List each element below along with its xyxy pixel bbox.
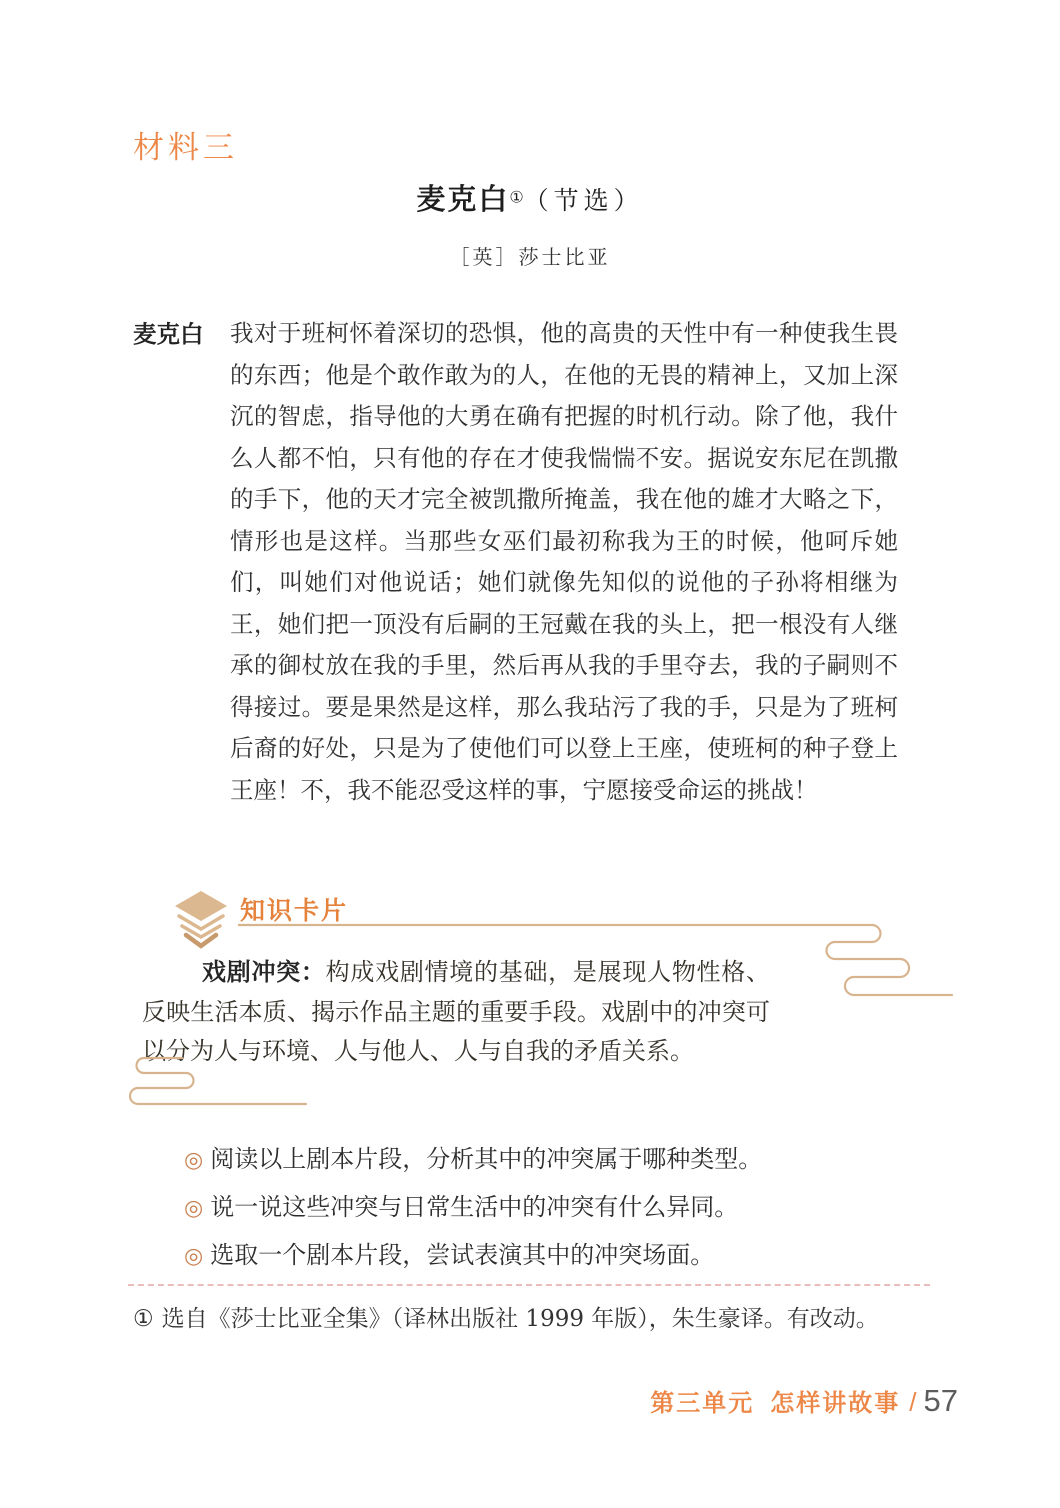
task-bullet-icon: ◎ [184, 1147, 204, 1172]
footer-chapter: 怎样讲故事 [770, 1390, 901, 1417]
stacked-cards-icon [172, 889, 230, 960]
task-list [184, 1136, 762, 1280]
task-item [184, 1136, 762, 1184]
knowledge-card-definition: 构成戏剧情境的基础，是展现人物性格、反映生活本质、揭示作品主题的重要手段。戏剧中的冲突可以分为人与环境、人与他人、人与自我的矛盾关系。 [142, 958, 771, 1065]
footnote-divider [128, 1284, 930, 1286]
speech-text: 我对于班柯怀着深切的恐惧，他的高贵的天性中有一种使我生畏的东西；他是个敢作敢为的人，在他的无畏的精神上，又加上深沉的智虑，指导他的大勇在确有把握的时机行动。除了他，我什么人都不怕，只有他的存在才使我惴惴不安。据说安东尼在凯撒的手下，他的天才完全被凯撒所掩盖，我在他的雄才大略之下，情形也是这样。当那些女巫们最初称我为王的时候，他呵斥她们，叫她们对他说话；她们就像先知似的说他的子孙将相继为王，她们把一顶没有后嗣的王冠戴在我的头上，把一根没有人继承的御杖放在我的手里，然后再从我的手里夺去，我的子嗣则不得接过。要是果然是这样，那么我玷污了我的手，只是为了班柯后裔的好处，只是为了使他们可以登上王座，使班柯的种子登上王座！不，我不能忍受这样的事，宁愿接受命运的挑战！ [230, 321, 898, 804]
speaker-name: 麦克白 [133, 321, 204, 347]
cloud-ornament-left-icon [124, 1056, 314, 1119]
title-footnote-ref: ① [509, 189, 524, 207]
task-bullet-icon: ◎ [184, 1195, 204, 1220]
task-item [184, 1232, 762, 1280]
page-footer [650, 1383, 958, 1419]
task-item [184, 1184, 762, 1232]
task-bullet-icon: ◎ [184, 1243, 204, 1268]
doc-title-suffix: （节选） [523, 186, 644, 215]
knowledge-card-body [142, 953, 770, 1072]
footnote-marker: ① [133, 1306, 154, 1332]
knowledge-card-term: 戏剧冲突： [202, 959, 326, 986]
section-label: 材料三 [133, 130, 238, 165]
footer-unit: 第三单元 [650, 1390, 755, 1417]
knowledge-card-title: 知识卡片 [240, 897, 349, 925]
footnote [133, 1300, 879, 1333]
footer-separator: / [909, 1387, 917, 1417]
footnote-text: 选自《莎士比亚全集》（译林出版社 1999 年版），朱生豪译。有改动。 [161, 1306, 879, 1332]
page-number: 57 [923, 1383, 958, 1418]
author-line: ［英］莎士比亚 [449, 245, 611, 269]
doc-title-main: 麦克白 [416, 184, 510, 216]
doc-title [0, 177, 1060, 218]
task-text: 阅读以上剧本片段，分析其中的冲突属于哪种类型。 [210, 1147, 763, 1173]
task-text: 说一说这些冲突与日常生活中的冲突有什么异同。 [210, 1195, 739, 1221]
dialogue-block [133, 314, 898, 812]
task-text: 选取一个剧本片段，尝试表演其中的冲突场面。 [210, 1243, 715, 1269]
